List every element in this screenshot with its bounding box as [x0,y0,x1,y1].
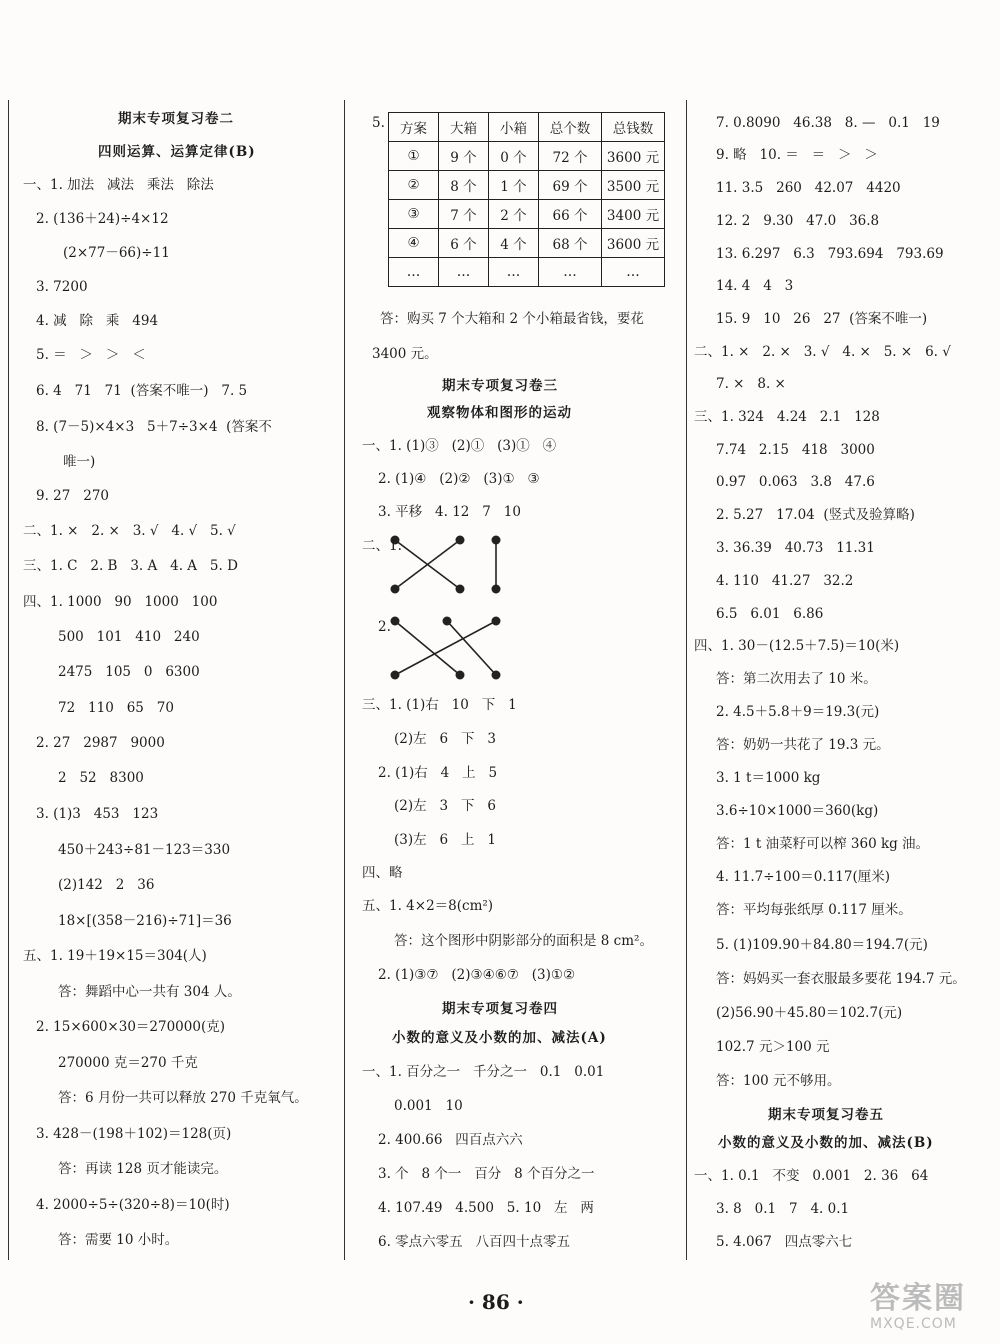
table-cell: 8 个 [439,171,489,200]
dot [456,585,465,594]
matching-diagram-1 [385,532,515,597]
section-heading: 期末专项复习卷三 [442,378,558,394]
answer-line: 4. 2000÷5÷(320÷8)＝10(时) [36,1197,230,1213]
answer-line: 5. 4.067 四点零六七 [716,1234,853,1250]
answer-line: 6. 4 71 71 (答案不唯一) 7. 5 [36,383,248,399]
table-cell: 0 个 [489,142,539,171]
answer-line: 72 110 65 70 [58,700,174,716]
answer-line: 9. 27 270 [36,488,109,504]
table-row [389,142,665,171]
table-cell: ② [389,171,439,200]
table-cell: 66 个 [539,200,602,229]
answer-line: 5. (1)109.90＋84.80＝194.7(元) [716,937,928,953]
question-5-number: 5. [372,115,385,131]
answer-line: 五、1. 4×2＝8(cm²) [362,898,494,914]
dot [492,617,501,626]
answer-line: 4. 107.49 4.500 5. 10 左 两 [378,1200,594,1216]
answer-line: 2475 105 0 6300 [58,664,200,680]
table-header-cell: 大箱 [439,113,489,142]
table-cell: 3500 元 [602,171,665,200]
answer-line: (2)56.90＋45.80＝102.7(元) [716,1005,903,1021]
dot [443,617,452,626]
table-cell: 6 个 [439,229,489,258]
table-cell: 68 个 [539,229,602,258]
dot [456,536,465,545]
plan-table [388,112,665,287]
answer-line: 答：6 月份一共可以释放 270 千克氧气。 [58,1090,308,1106]
answer-line: 答：100 元不够用。 [716,1073,841,1089]
answer-line: 2. 4.5＋5.8＋9＝19.3(元) [716,704,880,720]
answer-line: 答：再读 128 页才能读完。 [58,1161,228,1177]
answer-line: 500 101 410 240 [58,629,200,645]
dot [492,585,501,594]
answer-line: 2. 15×600×30＝270000(克) [36,1019,225,1035]
answer-line: 450＋243÷81－123＝330 [58,842,231,858]
answer-line: 102.7 元＞100 元 [716,1039,830,1055]
answer-line: (3)左 6 上 1 [394,832,496,848]
table-header-cell: 总个数 [539,113,602,142]
answer-line: 6.5 6.01 6.86 [716,606,824,622]
answer-line: 2 52 8300 [58,770,144,786]
answer-line: (2)左 3 下 6 [394,798,496,814]
answer-line: 3. (1)3 453 123 [36,806,159,822]
answer-line: 18×[(358－216)÷71]＝36 [58,913,232,929]
answer-line: (2×77－66)÷11 [63,245,170,261]
answer-line: 一、1. 0.1 不变 0.001 2. 36 64 [694,1168,929,1184]
table-row [389,258,665,287]
table-cell: … [539,258,602,287]
answer-line: 4. 110 41.27 32.2 [716,573,854,589]
answer-line: 2. (1)③⑦ (2)③④⑥⑦ (3)①② [378,967,576,983]
answer-line: 11. 3.5 260 42.07 4420 [716,180,901,196]
answer-line: 四、1. 30－(12.5＋7.5)＝10(米) [694,638,900,654]
dot [456,671,465,680]
answer-line: 答：购买 7 个大箱和 2 个小箱最省钱，要花 [380,311,644,327]
section-heading: 观察物体和图形的运动 [427,405,572,421]
answer-line: 3. 平移 4. 12 7 10 [378,504,521,520]
column-divider-mid-1 [344,100,345,1260]
answer-line: 5. ＝ ＞ ＞ ＜ [36,347,146,363]
answer-line: 一、1. 加法 减法 乘法 除法 [23,177,214,193]
table-cell: 72 个 [539,142,602,171]
answer-line: 13. 6.297 6.3 793.694 793.69 [716,246,944,262]
table-cell: 2 个 [489,200,539,229]
answer-line: 3. 个 8 个一 百分 8 个百分之一 [378,1166,595,1182]
answer-line: 4. 11.7÷100＝0.117(厘米) [716,869,890,885]
table-row [389,229,665,258]
table-cell: 3400 元 [602,200,665,229]
answer-line: 3. 8 0.1 7 4. 0.1 [716,1201,850,1217]
answer-line: 答：需要 10 小时。 [58,1232,179,1248]
table-cell: … [602,258,665,287]
answer-line: 一、1. 百分之一 千分之一 0.1 0.01 [362,1064,605,1080]
answer-line: 3. 36.39 40.73 11.31 [716,540,875,556]
table-header-row [389,113,665,142]
answer-line: 9. 略 10. ＝ ＝ ＞ ＞ [716,147,878,163]
answer-line: 15. 9 10 26 27 (答案不唯一) [716,311,928,327]
section-heading: 期末专项复习卷二 [118,111,234,127]
table-header-cell: 方案 [389,113,439,142]
answer-line: 2. (1)右 4 上 5 [378,765,498,781]
answer-line: 3.6÷10×1000＝360(kg) [716,803,879,819]
section-heading: 四则运算、运算定律(B) [98,144,256,160]
answer-line: 3400 元。 [372,346,438,362]
column-divider-mid-2 [686,100,687,1260]
answer-line: 4. 减 除 乘 494 [36,313,159,329]
answer-line: 0.97 0.063 3.8 47.6 [716,474,875,490]
answer-line: 3. 7200 [36,279,88,295]
answer-line: 答：奶奶一共花了 19.3 元。 [716,737,890,753]
table-cell: 69 个 [539,171,602,200]
table-row [389,200,665,229]
table-cell: ① [389,142,439,171]
answer-line: 二、1. × 2. × 3. √ 4. √ 5. √ [23,523,236,539]
answer-line: 7. 0.8090 46.38 8. — 0.1 19 [716,115,940,131]
section-heading: 小数的意义及小数的加、减法(B) [718,1135,934,1151]
answer-line: 2. 27 2987 9000 [36,735,165,751]
answer-line: 6. 零点六零五 八百四十点零五 [378,1234,571,1250]
table-cell: 4 个 [489,229,539,258]
answer-line: 一、1. (1)③ (2)① (3)① ④ [362,438,557,454]
table-cell: ④ [389,229,439,258]
answer-line: 答：平均每张纸厚 0.117 厘米。 [716,902,912,918]
dot [391,585,400,594]
answer-line: 四、1. 1000 90 1000 100 [23,594,218,610]
dot [391,617,400,626]
answer-line: 答：舞蹈中心一共有 304 人。 [58,984,241,1000]
answer-line: 7.74 2.15 418 3000 [716,442,875,458]
answer-line: 答：第二次用去了 10 米。 [716,671,877,687]
table-cell: … [389,258,439,287]
answer-line: 二、1. × 2. × 3. √ 4. × 5. × 6. √ [694,344,951,360]
answer-line: 7. × 8. × [716,376,786,392]
answer-line: 2. (1)④ (2)② (3)① ③ [378,471,540,487]
watermark-url: MXQE.COM [870,1316,957,1332]
dot [492,671,501,680]
answer-line: 2. 5.27 17.04 (竖式及验算略) [716,507,915,523]
table-cell: 9 个 [439,142,489,171]
answer-line: 2. 400.66 四百点六六 [378,1132,523,1148]
answer-line: 唯一) [63,454,96,470]
matching-diagram-2 [385,613,515,685]
section-heading: 期末专项复习卷五 [768,1107,884,1123]
watermark-text: 答案圈 [870,1281,966,1316]
section-heading: 小数的意义及小数的加、减法(A) [392,1030,607,1046]
answer-line: 8. (7－5)×4×3 5＋7÷3×4 (答案不 [36,419,272,435]
watermark-logo [870,1282,990,1336]
table-cell: … [439,258,489,287]
answer-line: 12. 2 9.30 47.0 36.8 [716,213,880,229]
answer-line: 二、1. [362,538,402,554]
table-cell: … [489,258,539,287]
answer-line: 3. 1 t＝1000 kg [716,770,821,786]
table-header-cell: 小箱 [489,113,539,142]
answer-line: 四、略 [362,865,403,881]
table-cell: 1 个 [489,171,539,200]
answer-line: 3. 428－(198＋102)＝128(页) [36,1126,232,1142]
dot [391,671,400,680]
answer-line: 2. [378,619,391,635]
page-number: · 86 · [468,1290,524,1314]
table-header-cell: 总钱数 [602,113,665,142]
section-heading: 期末专项复习卷四 [442,1001,558,1017]
table-cell: 3600 元 [602,229,665,258]
table-cell: ③ [389,200,439,229]
table-cell: 3600 元 [602,142,665,171]
answer-line: (2)左 6 下 3 [394,731,496,747]
answer-line: 答：这个图形中阴影部分的面积是 8 cm²。 [394,933,653,949]
column-divider-left [8,100,9,1260]
answer-line: 答：1 t 油菜籽可以榨 360 kg 油。 [716,836,930,852]
answer-line: 三、1. C 2. B 3. A 4. A 5. D [23,558,238,574]
answer-line: 14. 4 4 3 [716,278,794,294]
answer-line: 五、1. 19＋19×15＝304(人) [23,948,207,964]
answer-line: 2. (136＋24)÷4×12 [36,211,169,227]
answer-line: 答：妈妈买一套衣服最多要花 194.7 元。 [716,971,966,987]
answer-line: 三、1. (1)右 10 下 1 [362,697,517,713]
answer-line: 0.001 10 [394,1098,463,1114]
answer-line: (2)142 2 36 [58,877,155,893]
answer-line: 三、1. 324 4.24 2.1 128 [694,409,880,425]
table-cell: 7 个 [439,200,489,229]
table-row [389,171,665,200]
dot [492,536,501,545]
answer-line: 270000 克＝270 千克 [58,1055,198,1071]
